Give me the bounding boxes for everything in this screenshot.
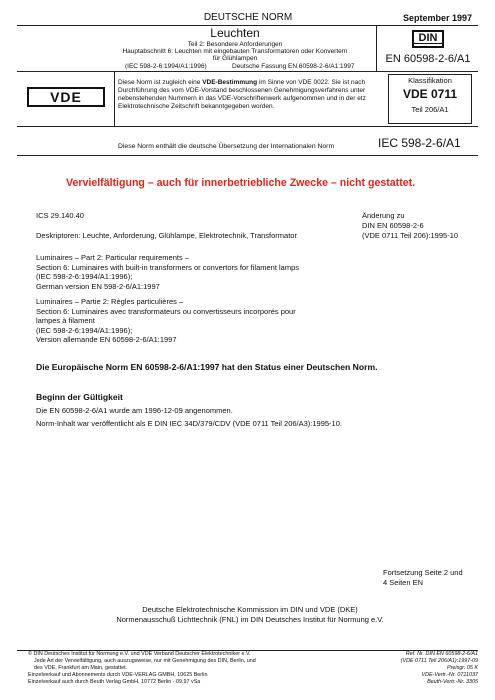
french-line-2: Section 6: Luminaires avec transformateurs ou convertisseurs incorporés pour — [36, 306, 296, 316]
validity-line-2: Norm-Inhalt war veröffentlicht als E DIN IEC 34D/379/CDV (VDE 0711 Teil 206/A3):1995-10. — [36, 419, 342, 428]
vde-statement-text-2: im Sinne von VDE 0022. Sie ist nach Durchführung des vom VDE-Vorstand beschlossenen Genehmigungsverfahrens unter nebenstehenden Nummern in das VDE-Vorschriftenwerk aufgenommen und in der etz Elektrotechnische Zeitschrift bekanntgegeben worden. — [118, 79, 366, 110]
din-number: EN 60598-2-6/A1 — [385, 53, 471, 65]
vde-statement-text-1: Diese Norm ist zugleich eine — [118, 79, 203, 86]
continuation-line-2: 4 Seiten EN — [383, 578, 424, 587]
title-section: Hauptabschnitt 6: Leuchten mit eingebauten Transformatoren oder Konvertern — [122, 48, 348, 55]
footer-ref-number: Ref. Nr. DIN EN 60598-2-6/A1 — [405, 651, 478, 657]
footer-reference — [360, 651, 478, 686]
french-line-4: (IEC 598-2-6:1994/A1:1996); — [36, 325, 133, 335]
change-din: DIN EN 60598-2-6 — [362, 221, 424, 230]
commission-line-1: Deutsche Elektrotechnische Kommission im DIN und VDE (DKE) — [142, 605, 358, 614]
din-logo-text: DIN — [414, 32, 442, 44]
translation-text: Diese Norm enthält die deutsche Übersetzung der Internationalen Norm — [118, 143, 335, 150]
footer-left-line-2: Jede Art der Vervielfältigung, auch auszugsweise, nur mit Genehmigung des DIN, Berlin, und — [34, 658, 256, 664]
footer-price-group: Preisgr. 05 K — [447, 665, 478, 671]
validity-line-1: Die EN 60598-2-6/A1 wurde am 1996-12-09 angenommen. — [36, 406, 233, 415]
footer-beuth-vertr: Beuth-Vertr.-Nr. 3305 — [427, 679, 478, 685]
footer-left-line-3: des VDE, Frankfurt am Main, gestattet. — [34, 665, 128, 671]
vde-bottom-rule — [17, 126, 478, 127]
classification-part: Teil 206/A1 — [411, 105, 449, 114]
english-title — [36, 253, 366, 291]
vde-logo-text: VDE — [50, 89, 82, 105]
title-bottom-rule — [17, 71, 478, 72]
footer-left-line-4: Einzelverkauf und Abonnements durch VDE-VERLAG GMBH, 10625 Berlin — [28, 672, 208, 678]
classification-number: VDE 0711 — [402, 87, 458, 101]
iec-number: IEC 598-2-6/A1 — [378, 136, 461, 150]
title-iec-ref: (IEC 598-2-6:1994/A1:1996) — [125, 63, 207, 70]
ics-code: ICS 29.140.40 — [36, 211, 84, 220]
continuation-line-1: Fortsetzung Seite 2 und — [383, 568, 463, 577]
translation-rule — [17, 155, 478, 156]
title-german-version: Deutsche Fassung EN 60598-2-6/A1:1997 — [232, 63, 355, 70]
change-vde: (VDE 0711 Teil 206):1995-10 — [362, 231, 459, 240]
footer-copyright — [28, 651, 358, 686]
din-logo — [412, 30, 444, 48]
french-line-5: Version allemande EN 60598-2-6/A1:1997 — [36, 335, 177, 345]
commission-line-2: Normenausschuß Lichttechnik (FNL) im DIN Deutsches Institut für Normung e.V. — [116, 615, 384, 624]
english-line-4: German version EN 598-2-6/A1:1997 — [36, 281, 160, 291]
footer-left-line-1: © DIN Deutsches Institut für Normung e.V. und VDE Verband Deutscher Elektrotechniker e.V. — [28, 651, 251, 657]
validity-heading: Beginn der Gültigkeit — [36, 392, 123, 402]
document-title: Leuchten — [210, 26, 260, 40]
norm-label: DEUTSCHE NORM — [203, 12, 293, 23]
title-section-cont: für Glühlampen — [212, 55, 258, 62]
english-line-2: Section 6: Luminaires with built-in transformers or convertors for filament lamps — [36, 262, 300, 272]
french-line-1: Luminaires – Partie 2: Règles particulières – — [36, 297, 184, 306]
title-part: Teil 2: Besondere Anforderungen — [187, 41, 283, 48]
vde-logo — [27, 87, 105, 107]
english-line-3: (IEC 598-2-6:1994/A1:1996); — [36, 272, 133, 282]
french-title — [36, 297, 366, 345]
vde-statement — [118, 79, 372, 111]
vde-statement-bold: VDE-Bestimmung — [202, 79, 258, 86]
classification-label: Klassifikation — [408, 76, 452, 85]
publication-date: September 1997 — [402, 13, 472, 23]
footer-vde-vertr: VDE-Vertr.-Nr. 0711037 — [421, 672, 478, 678]
french-line-3: lampes à filament — [36, 316, 95, 326]
status-statement: Die Europäische Norm EN 60598-2-6/A1:1997 hat den Status einer Deutschen Norm. — [36, 362, 378, 372]
english-line-1: Luminaires – Part 2: Particular requirements – — [36, 253, 189, 262]
reproduction-warning: Vervielfältigung – auch für innerbetriebliche Zwecke – nicht gestattet. — [66, 177, 416, 189]
change-label: Änderung zu — [362, 211, 405, 220]
vde-divider — [114, 71, 115, 126]
footer-ref-vde: (VDE 0711 Teil 206/A1):1997-09 — [400, 658, 478, 664]
footer-left-line-5: Einzelverkauf auch durch Beuth Verlag GmbH, 10772 Berlin · 09.97 vSa — [28, 679, 201, 685]
descriptors: Deskriptoren: Leuchte, Anforderung, Glühlampe, Elektrotechnik, Transformator — [36, 231, 297, 240]
